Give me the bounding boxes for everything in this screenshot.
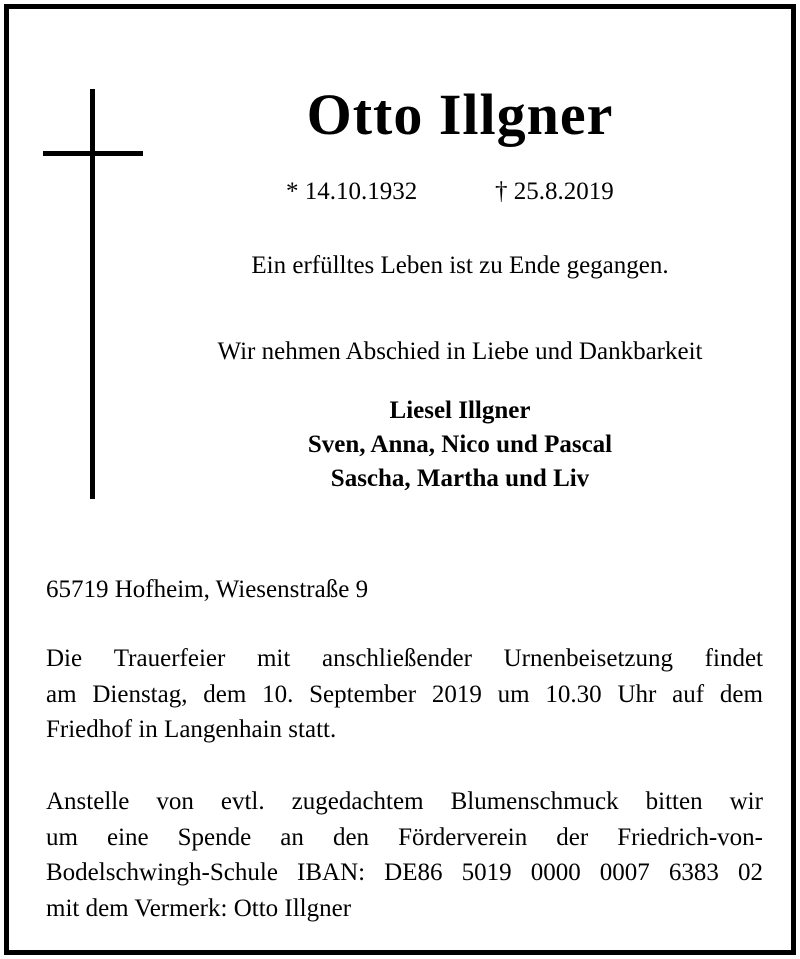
family-list	[160, 394, 760, 496]
family-member: Sven, Anna, Nico und Pascal	[307, 431, 613, 458]
donation-line	[46, 855, 763, 891]
deceased-name: Otto Illgner	[306, 82, 614, 147]
word: findet	[704, 645, 763, 672]
word: DE86	[384, 859, 443, 886]
word: dem	[719, 680, 763, 708]
word: IBAN:	[297, 859, 366, 886]
justified-words	[46, 641, 763, 677]
death-date: † 25.8.2019	[495, 178, 614, 205]
word: zugedachtem	[291, 788, 424, 815]
word: Friedrich-von-	[617, 823, 763, 851]
word: eine	[106, 823, 149, 851]
ceremony-line: Friedhof in Langenhain statt.	[46, 716, 337, 743]
motto-line: Ein erfülltes Leben ist zu Ende gegangen.	[251, 252, 669, 279]
word: Uhr	[617, 680, 657, 708]
ceremony-paragraph	[46, 641, 763, 748]
word: um	[46, 823, 78, 851]
family-member: Sascha, Martha und Liv	[330, 465, 590, 492]
word: Bodelschwingh-Schule	[46, 859, 278, 886]
word: anschließender	[322, 645, 472, 672]
word: um	[497, 680, 530, 708]
word: Trauerfeier	[113, 645, 226, 672]
word: 10.30	[545, 680, 602, 708]
cross-horizontal-bar	[43, 151, 143, 156]
word: von	[156, 788, 194, 815]
word: an	[280, 823, 304, 851]
donation-line	[46, 820, 763, 856]
justified-words	[46, 855, 763, 891]
word: 0000	[530, 859, 581, 886]
ceremony-line	[46, 677, 763, 713]
word: Anstelle	[46, 788, 130, 815]
word: Urnenbeisetzung	[503, 645, 673, 672]
word: 5019	[461, 859, 512, 886]
ceremony-line	[46, 641, 763, 677]
donation-paragraph	[46, 784, 763, 926]
family-member: Liesel Illgner	[389, 397, 531, 424]
birth-date: * 14.10.1932	[286, 178, 418, 205]
word: Die	[46, 645, 83, 672]
word: Blumenschmuck	[450, 788, 619, 815]
word: Spende	[177, 823, 252, 851]
justified-words	[46, 820, 763, 856]
justified-words	[46, 784, 763, 820]
word: September	[309, 680, 417, 708]
donation-line	[46, 784, 763, 820]
word: wir	[729, 788, 763, 815]
word: Dienstag,	[92, 680, 188, 708]
donation-line: mit dem Vermerk: Otto Illgner	[46, 894, 352, 922]
word: Förderverein	[398, 823, 528, 851]
word: der	[556, 823, 589, 851]
word: den	[332, 823, 370, 851]
word: evtl.	[220, 788, 265, 815]
word: 6383	[668, 859, 719, 886]
farewell-line: Wir nehmen Abschied in Liebe und Dankbarkeit	[217, 338, 703, 365]
word: 2019	[431, 680, 482, 708]
word: auf	[672, 680, 705, 708]
word: am	[46, 680, 77, 708]
word: 02	[737, 859, 763, 886]
word: mit	[256, 645, 291, 672]
address: 65719 Hofheim, Wiesenstraße 9	[46, 576, 369, 603]
justified-words	[46, 677, 763, 713]
word: bitten	[645, 788, 703, 815]
word: dem	[203, 680, 247, 708]
word: 0007	[599, 859, 650, 886]
word: 10.	[262, 680, 294, 708]
